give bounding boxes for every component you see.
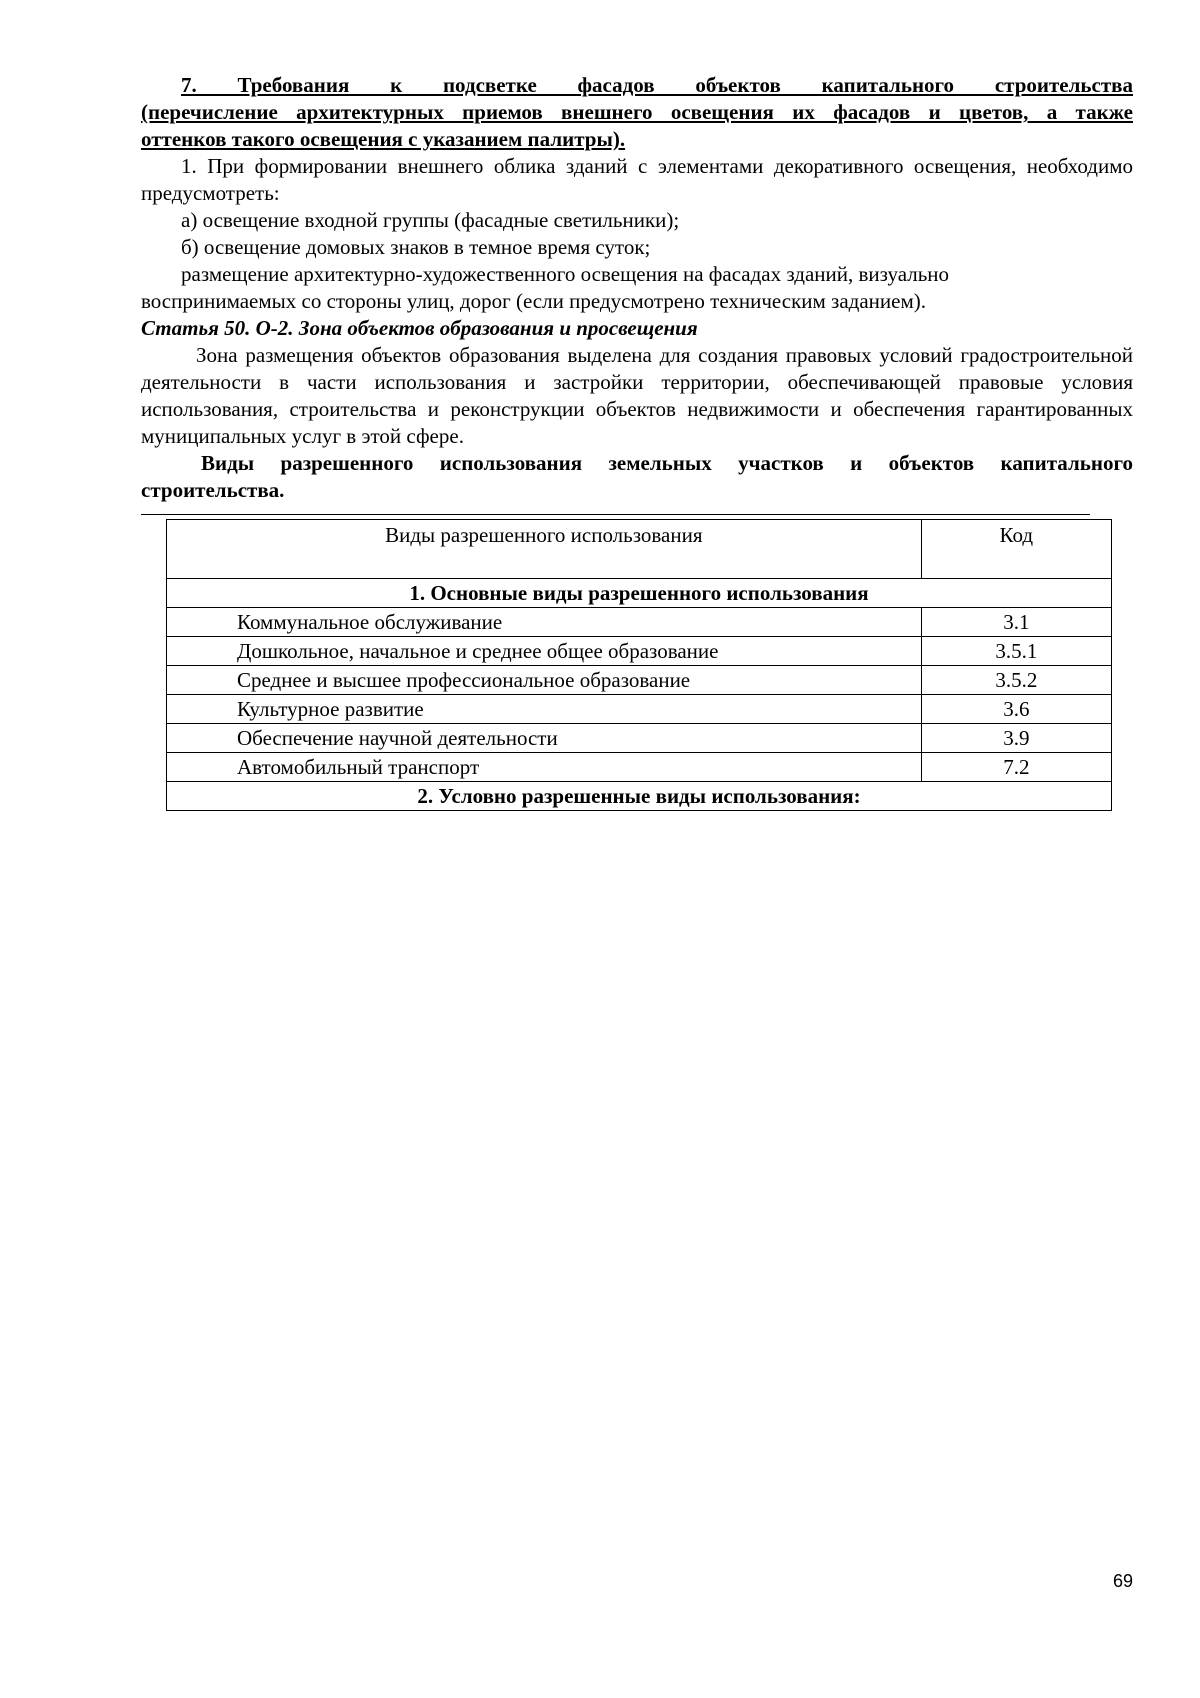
table-row [167, 695, 1112, 724]
section7-heading-line1: 7. Требования к подсветке фасадов объектов капитального строительства [181, 73, 1133, 97]
article-title: Статья 50. О-2. Зона объектов образования и просвещения [141, 316, 698, 340]
heading-underline-left [141, 514, 282, 515]
table-section2-label: 2. Условно разрешенные виды использования: [167, 782, 1112, 811]
table-row [167, 608, 1112, 637]
table-cell-name: Обеспечение научной деятельности [167, 724, 922, 753]
section7-heading-line2: (перечисление архитектурных приемов внешнего освещения их фасадов и цветов, а также [141, 100, 1133, 124]
table-section-row [167, 782, 1112, 811]
table-section-row [167, 579, 1112, 608]
table-cell-name: Коммунальное обслуживание [167, 608, 922, 637]
table-row [167, 753, 1112, 782]
table-cell-name: Культурное развитие [167, 695, 922, 724]
table-header-code: Код [921, 520, 1111, 579]
table-row [167, 637, 1112, 666]
table-cell-code: 3.9 [921, 724, 1111, 753]
section7-item-b: б) освещение домовых знаков в темное время суток; [181, 235, 651, 259]
table-cell-code: 3.5.2 [921, 666, 1111, 695]
section7-paragraph2-line1: размещение архитектурно-художественного освещения на фасадах зданий, визуально [181, 262, 950, 286]
page-number: 69 [1113, 1571, 1134, 1591]
table-header-name: Виды разрешенного использования [167, 520, 922, 579]
permitted-uses-table [166, 519, 1112, 811]
section7-item-a: а) освещение входной группы (фасадные светильники); [181, 208, 680, 232]
table-cell-name: Дошкольное, начальное и среднее общее образование [167, 637, 922, 666]
types-heading-text: Виды разрешенного использования земельных участков и объектов капитального строительства. [141, 451, 1133, 502]
types-heading [141, 450, 1133, 504]
section7-paragraph1: 1. При формировании внешнего облика зданий с элементами декоративного освещения, необходимо предусмотреть: [141, 154, 1133, 205]
heading-underline-right [282, 514, 1090, 515]
article-body: Зона размещения объектов образования выделена для создания правовых условий градостроительной деятельности в части использования и застройки территории, обеспечивающей правовые условия использования, строительства и реконструкции объектов недвижимости и обеспечения гарантированных муниципальных услуг в этой сфере. [141, 343, 1133, 448]
table-cell-name: Автомобильный транспорт [167, 753, 922, 782]
table-cell-code: 3.6 [921, 695, 1111, 724]
page-content [141, 72, 1133, 504]
table-row [167, 666, 1112, 695]
table-cell-code: 3.1 [921, 608, 1111, 637]
section7-heading-line3: оттенков такого освещения с указанием палитры). [141, 127, 626, 151]
table-cell-name: Среднее и высшее профессиональное образование [167, 666, 922, 695]
table-header-row [167, 520, 1112, 579]
permitted-uses-table-wrapper [166, 519, 1112, 811]
table-cell-code: 3.5.1 [921, 637, 1111, 666]
section7-paragraph2-line2: воспринимаемых со стороны улиц, дорог (если предусмотрено техническим заданием). [141, 289, 926, 313]
table-row [167, 724, 1112, 753]
table-cell-code: 7.2 [921, 753, 1111, 782]
table-section1-label: 1. Основные виды разрешенного использования [167, 579, 1112, 608]
